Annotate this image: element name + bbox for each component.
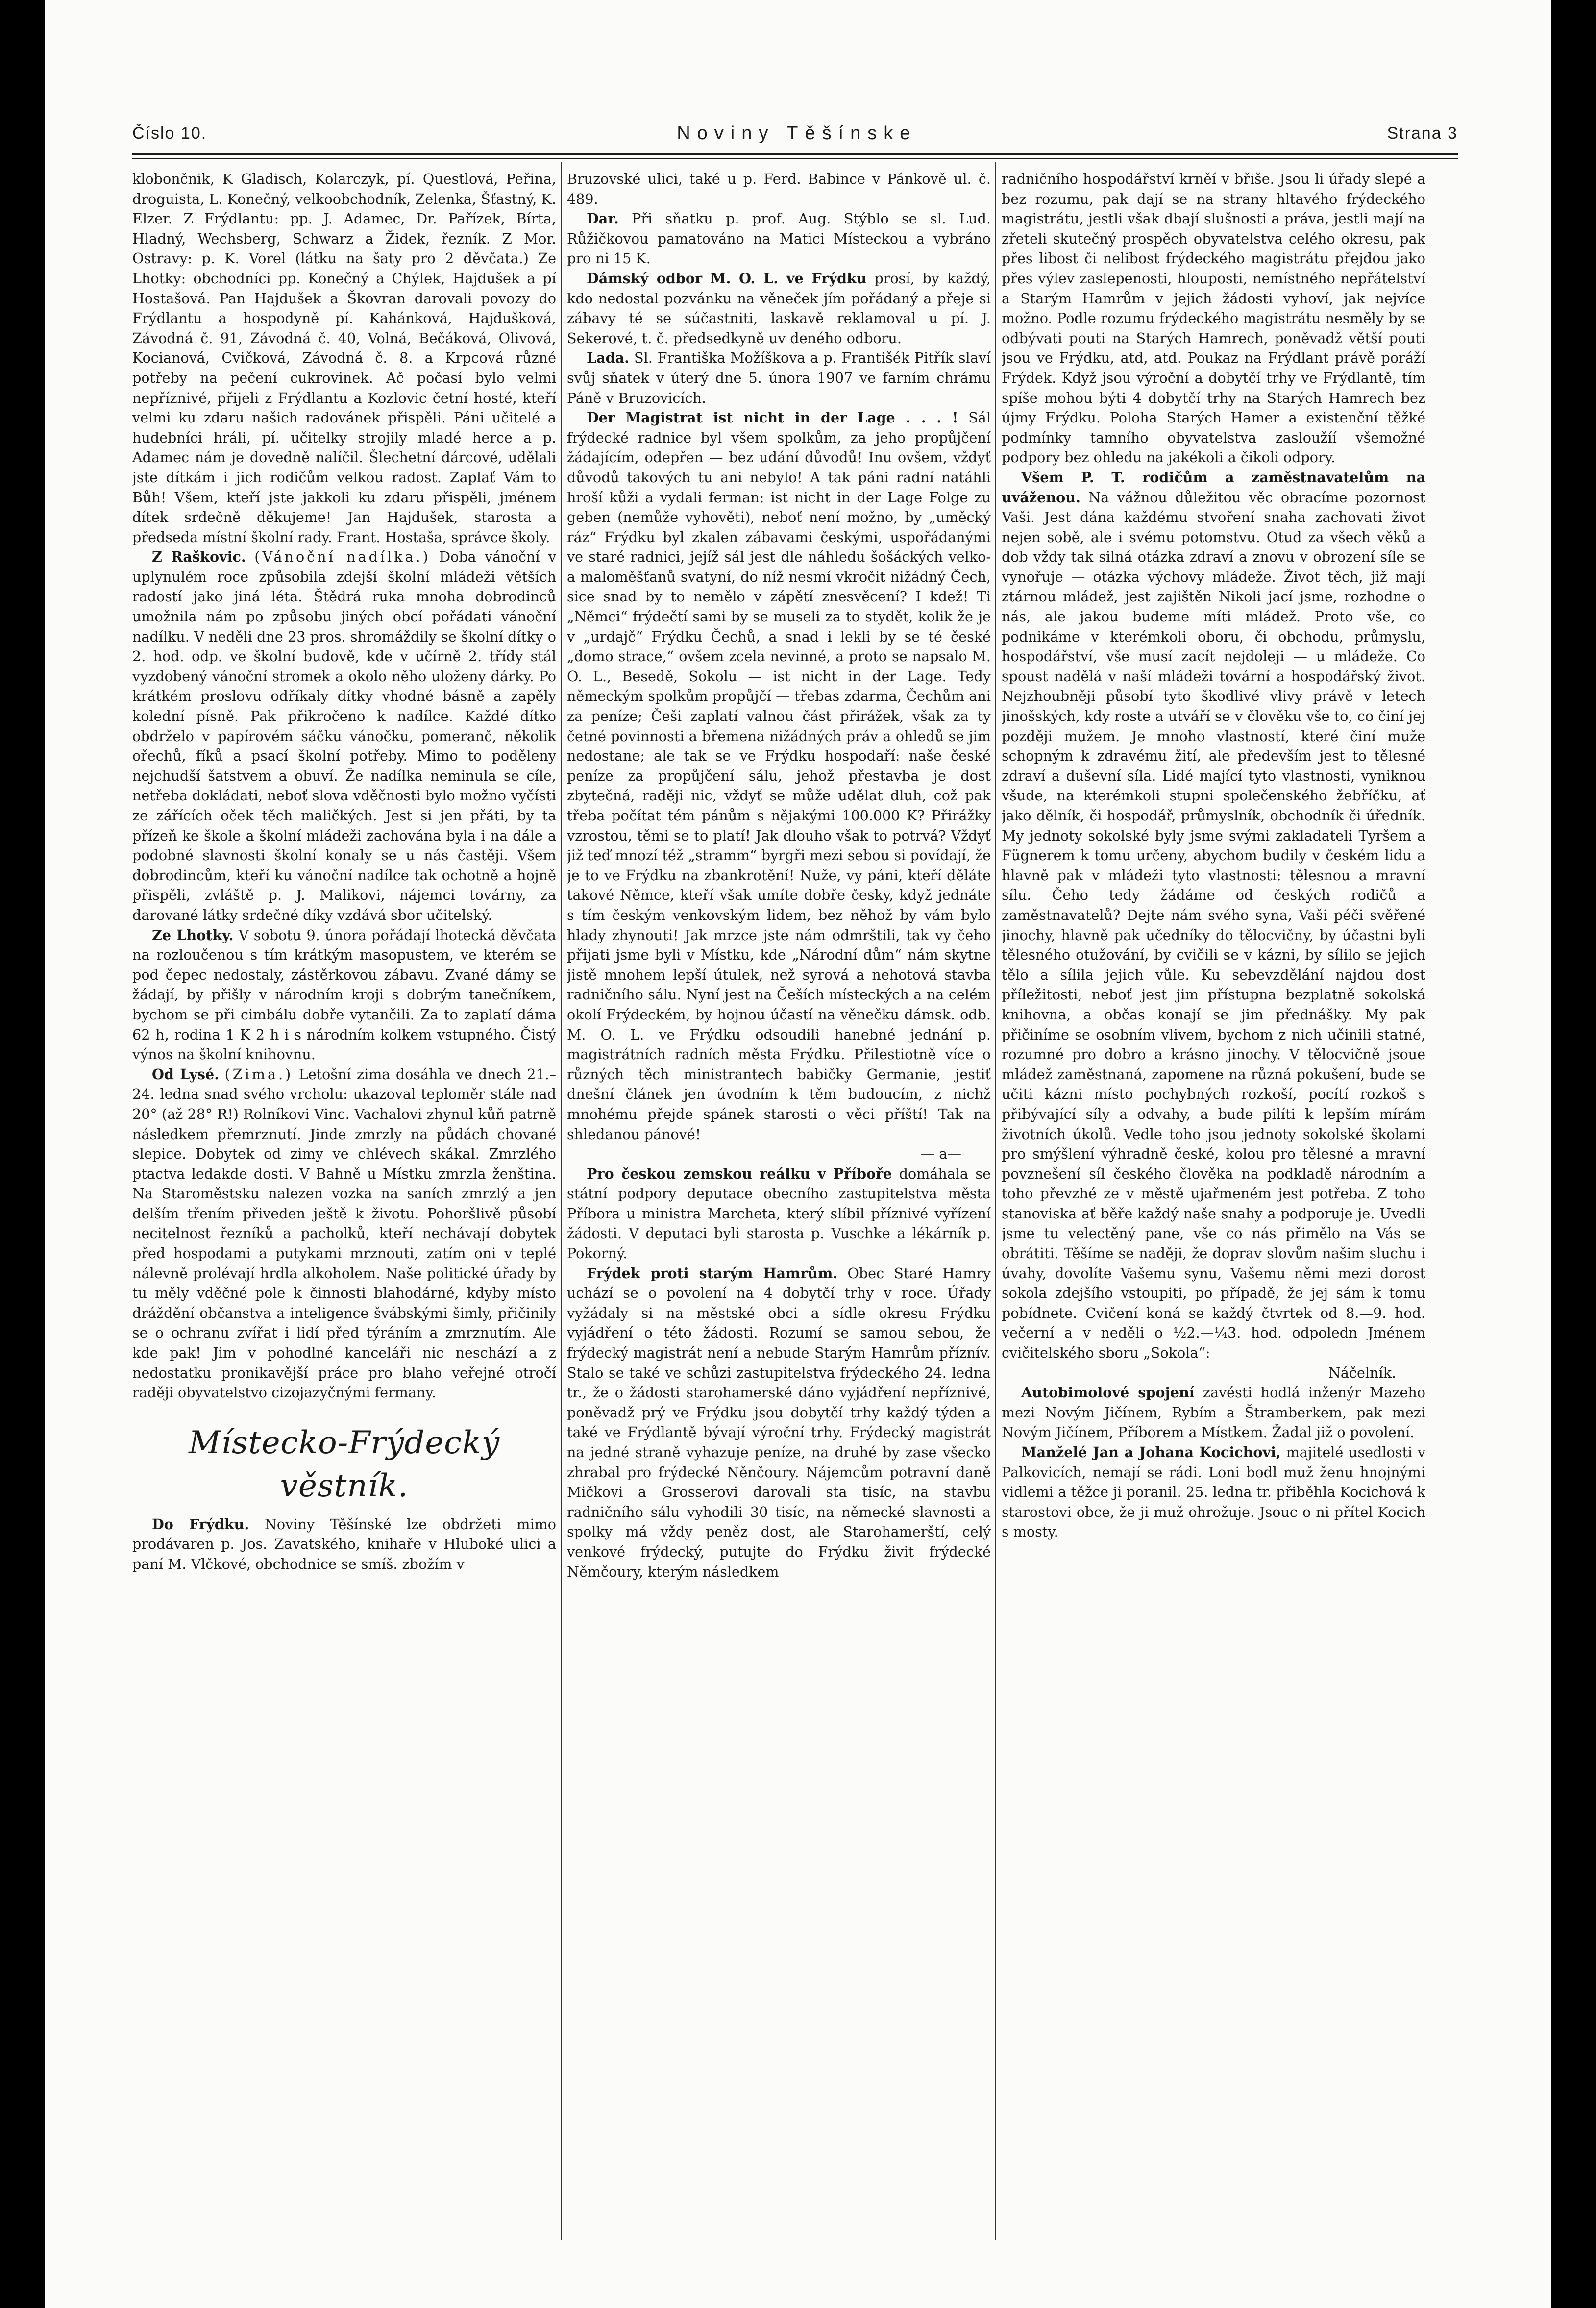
article-body: domáhala se státní podpory deputace obecního zastupitelstva města Příbora u ministra Marcheta, který slíbil příznivé vyřízení žádosti. V deputaci byli starosta p. Vuschke a lékárník p. Pokorný. [567, 1165, 991, 1262]
article-heading: Z Raškovic. [152, 548, 246, 566]
article-hamry [567, 1264, 991, 1582]
column-1 [132, 169, 556, 2233]
article-damsky-odbor [567, 269, 991, 348]
article-body: Noviny Těšínské lze obdržeti mimo prodávaren p. Jos. Zavatského, knihaře v Hluboké ulici a paní M. Vlčkové, obchodnice se smíš. zbožím v [132, 1515, 556, 1572]
article-body: Doba vánoční v uplynulém roce způsobila zdejší školní mládeži větších radostí jako jiná léta. Štědrá ruka mnoha dobrodinců umožnila nám po způsobu jiných obcí pořádati vánoční nadílku. V neděli dne 23 pros. shromáždily se školní dítky o 2. hod. odp. ve školní budově, kde v učírně 2. třídy stál vyzdobený vánoční stromek a okolo něho uloženy dárky. Po krátkém proslovu odříkaly dítky vhodné básně a zapěly kolední písně. Pak přikročeno k nadílce. Každé dítko obdrželo v papírovém sáčku vánočku, pomeranč, několik ořechů, fíků a psací školní potřeby. Mimo to poděleny nejchudší šatstvem a obuví. Že nadílka neminula se cíle, netřeba dokládati, neboť slova vděčnosti bylo možno vyčísti ze zářících oček těch maličkých. Jest si jen přáti, by ta přízeň ke škole a školní mládeži zachována byla i na dále a podobné slavnosti školní konaly se u nás častěji. Všem dobrodincům, kteří ku vánoční nadílce tak ochotně a hojně přispěli, zvláště p. J. Malikovi, nájemci továrny, za darované látky srdečné díky vzdává sbor učitelský. [132, 548, 556, 923]
article-subheading: (Zima.) [224, 1066, 294, 1083]
page-header [132, 114, 1458, 153]
article-heading: Autobimolové spojení [1021, 1384, 1195, 1401]
article-autobus [1002, 1383, 1425, 1442]
article-pribor [567, 1164, 991, 1264]
article-raskovice [132, 547, 556, 925]
article-subheading: (Vánoční nadílka.) [254, 548, 431, 566]
article-lhotka [132, 925, 556, 1065]
article-magistrat [567, 408, 991, 1144]
article-body: Na vážnou důležitou věc obracíme pozornost Vaši. Jest dána každému stvoření snaha zachovati život nejen sobě, ale i svému potomstvu. Otud za všech věků a dob vždy tak silná otázka zdraví a znovu v obrození síle se vynořuje — otázka výchovy mládeže. Život těch, již mají ztárnou mládež, jest zajištěn Nikoli jací jsme, rozhodne o nás, ale jakou budeme míti mládež. Proto vše, co podnikáme v kterémkoli oboru, či obchodu, průmyslu, hospodářství, vše musí zacít nejdoleji — u mládeže. Co spoust nadělá v naší mládeži tovární a hospodářský život. Nejzhoubněji působí tyto škodlivé vlivy právě v letech jinošských, kdy roste a utváří se v člověku vše to, co činí jej později mužem. Je mnoho vlastností, které činí muže schopným k zdravému žití, ale především jest to tělesné zdraví a duševní síla. Lidé mající tyto vlastnosti, vyniknou všude, na kterémkoli stupni společenského žebříčku, ať jako dělník, či hospodář, průmyslník, obchodník či úředník. My jednoty sokolské byly jsme svými zakladateli Tyršem a Fügnerem k tomu určeny, abychom budily v českém lidu a hlavně pak v mládeži tyto vlastnosti: tělesnou a mravní sílu. Čeho tedy žádáme od českých rodičů a zaměstnavatelů? Dejte nám svého syna, Vaši péči svěřené jinochy, hlavně pak učedníky do tělocvičny, by účastni byli tělesného otužování, by cvičili se v kázni, by sílilo se jejich tělo a sílila jejich vůle. Ku sebevzdělání najdou dost příležitosti, neboť jest jim přístupna bezplatně sokolská knihovna, a občas konají se jim přednášky. My pak přičiníme se osobním vlivem, bychom z nich učinili statné, rozumné pro dobro a krásno jinochy. V tělocvičně jsoue mládež zaměstnaná, zapomene na různá pokušení, bude se učiti kázni místo pochybných rozkoší, pocítí rozkoš s přibývající síly a odvahy, a bude pilíti k lepším mírám životních úkolů. Vedle toho jsou jednoty sokolské školami pro smýšlení výhradně české, kolou pro tělesné a mravní povznešení síl českého člověka na podkladě národním a toho převzhé ze v městě ujařmeném jest potřeba. Z toho stanoviska ať běře každý naše snahy a podporuje je. Uvedli jsme tu velectěný pane, vše co nás přimělo na Vás se obrátiti. Těšíme se naději, že doprav slovům našim sluchu i úvahy, dovolíte Vašemu synu, Vašemu němi mezi dorost sokola zdejšího vstoupiti, po případě, že jej sám k tomu pobídnete. Cvičení koná se každý čtvrtek od 8.—9. hod. večerní a v neděli o ½2.—¼3. hod. odpoledn Jménem cvičitelského sboru „Sokola“: [1002, 489, 1425, 1362]
article-body: majitelé usedlosti v Palkovicích, nemají se rádi. Loni bodl muž ženu hnojnými vidlemi a těžce ji poranil. 25. ledna tr. přiběhla Kocichová k starostovi obce, že ji muž ohrožuje. Jsouc o ni přítel Kocich s mosty. [1002, 1444, 1425, 1540]
article-heading: Lada. [587, 349, 630, 367]
column-divider [561, 162, 562, 2240]
article-kocichovi [1002, 1442, 1425, 1542]
article-body: V sobotu 9. února pořádají lhotecká děvčata na rozloučenou s tím krátkým masopustem, ve kterém se pod čepec nedostaly, zástěrkovou zábavu. Zvané dámy se žádají, by přišly v národním kroji s dobrým tanečníkem, bychom se při cimbálu dobře vytančili. Za to zaplatí dáma 62 h, rodina 1 K 2 h i s národním kolkem vstupného. Čistý výnos na školní knihovnu. [132, 926, 556, 1063]
article-heading: Všem P. T. rodičům a zaměstnavatelům na uváženou. [1002, 469, 1425, 506]
newspaper-page [45, 0, 1551, 2308]
issue-number: Číslo 10. [132, 124, 207, 143]
newspaper-title: Noviny Těšínske [677, 123, 917, 144]
article-signature: Náčelník. [1328, 1364, 1396, 1381]
article-continued: radničního hospodářství krněí v břiše. Jsou li úřady slepé a bez rozumu, pak dají se na strany hltavého frýdeckého magistrátu, jestli však dbají slušnosti a práva, jestli mají na zřeteli skutečný prospěch obyvatelstva celého okresu, pak přes libost či nelibost frýdeckého magistrátu přejdou jako přes výlev zaslepenosti, hlouposti, nemístného nepřátelství a Starým Hamrům v jejich žádosti vyhoví, jak nejvíce možno. Podle rozumu frýdeckého magistrátu nesměly by se odbývati pouti na Starých Hamrech, poněvadž větší pouti jsou ve Frýdku, atd, atd. Poukaz na Frýdlant právě poráží Frýdek. Když jsou výroční a dobytčí trhy ve Frýdlantě, tím spíše mohou býti 4 dobytčí trhy na Starých Hamrech bez újmy Frýdku. Poloha Starých Hamer a existenční těžké podmínky tamního obyvatelstva zasloužíí všemožné podpory bez ohledu na jakékoli a čikoli odpory. [1002, 171, 1425, 466]
article-body: zavésti hodlá inženýr Mazeho mezi Novým Jičínem, Rybím a Štramberkem, pak mezi Novým Jičínem, Příborem a Místkem. Žadal již o povolení. [1002, 1384, 1425, 1441]
article-signature: — a— [920, 1145, 961, 1163]
article-body: Při sňatku p. prof. Aug. Stýblo se sl. Lud. Růžičkovou pamatováno na Matici Místeckou a vybráno pro ni 15 K. [567, 210, 991, 267]
article-heading: Do Frýdku. [152, 1515, 249, 1533]
article-rodicum [1002, 468, 1425, 1363]
section-title: Místecko-Frýdecký věstník. [189, 1424, 500, 1504]
article-heading: Pro českou zemskou reálku v Příboře [587, 1165, 892, 1182]
column-3 [1002, 169, 1425, 2233]
article-heading: Ze Lhotky. [152, 926, 234, 943]
column-divider [995, 162, 996, 2240]
article-body: Obec Staré Hamry uchází se o povolení na 4 dobytčí trhy v roce. Úřady vyžádaly si na městské obci a sídle okresu Frýdku vyjádření o této žádosti. Rozumí se samou sebou, že frýdecký magistrát není a nebude Starým Hamrům příznív. Stalo se také ve schůzi zastupitelstva frýdeckého 24. ledna tr., že o žádosti starohamerské dáno vyjádření nepříznivé, poněvadž prý ve Frýdku jsou dobytčí trhy každý týden a také ve Frýdlantě bývají výroční trhy. Frýdecký magistrát na jedné straně vyhazuje peníze, na druhé by zase všecko zhrabal pro frýdecké Něnčoury. Nájemcům potravní daně Mičkovi a Grosserovi darovali sta tisíc, na stavbu radničního sálu vyhodili 30 tisíc, na německé slavnosti a spolky má vždy peněz dost, ale Starohamerští, celý venkové frýdecký, putujte do Frýdku živit frýdecké Němčoury, kterým následkem [567, 1265, 991, 1580]
column-2 [567, 169, 991, 2233]
article-frydek [132, 1514, 556, 1574]
article-body: prosí, by každý, kdo nedostal pozvánku na věneček jím pořádaný a přeje si zábavy té se súčastniti, laskavě reklamoval u pí. J. Sekerové, t. č. předsedkyně uv deného odboru. [567, 270, 991, 347]
article-dar [567, 209, 991, 269]
header-rule [132, 153, 1458, 159]
article-body: Letošní zima dosáhla ve dnech 21.–24. ledna snad svého vrcholu: ukazoval teploměr stále nad 20° (až 28° R!) Rolníkovi Vinc. Vachalovi zhynul kůň patrně následkem přemrznutí. Jinde zmrzly na půdách chované slepice. Dobytek od zimy ve chlévech skákal. Zmrzlého ptactva ledakde dosti. V Bahně u Místku zmrzla ženština. Na Staroměstsku nalezen vozka na saních zmrzlý a jen delším třením přiveden ještě k životu. Pohoršlivě působí necitelnost řezníků a pacholků, kteří nechávají dobytek před hospodami a putykami mrznouti, zatím oni v teplé nálevně prolévají hrdla alkoholem. Naše politické úřady by tu měly vděčné pole k činnosti blahodárné, kdyby místo dráždění občanstva a inteligence švábskými šimly, přičinily se o ochranu zvířat i lidí před týráním a zmrznutím. Ale kde pak! Jim v pohodlné kanceláři nic neschází a z nedostatku pronikavější práce pro blaho veřejné otročí raději obyvatelstvo cizojazyčnými fermany. [132, 1066, 556, 1401]
article-lada [567, 348, 991, 408]
article-lysa [132, 1065, 556, 1403]
article-continued: klobončnik, K Gladisch, Kolarczyk, pí. Questlová, Peřina, droguista, L. Konečný, velkoobchodník, Zelenka, Šťastný, K. Elzer. Z Frýdlantu: pp. J. Adamec, Dr. Pařízek, Bírta, Hladný, Wechsberg, Schwarz a Židek, řezník. Z Mor. Ostravy: p. K. Vorel (látku na šaty pro 2 děvčata.) Ze Lhotky: obchodníci pp. Konečný a Chýlek, Hajdušek a pí Hostašová. Pan Hajdušek a Škovran darovali povozy do Frýdlantu a hospodyně pí. Kahánková, Hajdušková, Závodná č. 91, Závodná č. 40, Volná, Bečáková, Olivová, Kocianová, Cvičková, Závodná č. 8. a Krpcová různé potřeby na pečení cukrovinek. Ač počasí bylo velmi nepříznivé, přijeli z Frýdlantu a Kozlovic četní hosté, kteří velmi ku zdaru našich radovánek přispěli. Páni učitelé a hudebníci hráli, pí. učitelky strojily mladé herce a p. Adamec nám je dovedně nalíčil. Šlechetní dárcové, udělali jste dítkám i jich rodičům velkou radost. Zaplať Vám to Bůh! Všem, kteří jste jakkoli ku zdaru přispěli, jménem dítek srdečně děkujeme! Jan Hajdušek, starosta a předseda místní školní rady. Frant. Hostaša, správce školy. [132, 171, 556, 546]
article-body: Sál frýdecké radnice byl všem spolkům, za jeho propůjčení žádajícím, odepřen — bez udání důvodů! Inu ovšem, vždyť důvodů takových tu ani nebylo! A tak páni radní natáhli hroší kůži a vydali ferman: ist nicht in der Lage Folge zu geben (nemůže vyhověti), neboť není možno, by „uměcký ráz“ Frýdku byl zkalen zábavami českými, uspořádanými ve staré radnici, jejíž sál jest dle náhledu šošáckých velko- a maloměšťanů svatyní, do níž nesmí vkročit nižádný Čech, sice snad by to nemělo v zápětí znesvěcení? I kdež! Ti „Němci“ frýdečtí sami by se museli za to stydět, kolik že je v „urdajč“ Frýdku Čechů, a snad i lekli by se té české „domo strace,“ ovšem zcela nevinné, a proto se napsalo M. O. L., Besedě, Sokolu — ist nicht in der Lage. Tedy německým spolkům propůjčí — třebas zdarma, Čechům ani za peníze; Češi zaplatí valnou část přirážek, však za ty četné povinnosti a břemena nižádných práv a ohledů se jim nedostane; ale tak se ve Frýdku hospodaří: naše české peníze za propůjčení sálu, jehož přestavba je dost zbytečná, raději nic, vždyť se může udělat dluh, což pak třeba počítat tém pánům s nějakými 100.000 K? Přirážky vzrostou, těmi se to platí! Jak dlouho však to potrvá? Vždyť již teď mnozí též „stramm“ byrgři mezi sebou si povídají, že je to ve Frýdku na zbankrotění! Nuže, vy páni, kteří děláte takové Němce, kteří však umíte dobře česky, když jednáte s tím českým venkovským lidem, bez něhož by vám bylo hlady zhynouti! Jak mrzce jste nám odmrštili, tak vy čeho přijati jsme byli v Místku, kde „Národní dům“ nám skytne jistě mnohem lepší útulek, než syrová a nehotová stavba radničního sálu. Nyní jest na Češích místeckých a na celém okolí Frýdeckém, by hojnou účastí na věnečku dámsk. odb. M. O. L. ve Frýdku odsoudili hanebné jednání p. magistrátních radních města Frýdku. Přilestiotně více o různých těch ministrantech babičky Germanie, jestiť dnešní článek jen úvodním k těm budoucím, z nichž mnohému přejde spánek starosti o věci příští! Tak na shledanou pánové! [567, 409, 991, 1142]
article-heading: Frýdek proti starým Hamrům. [587, 1265, 838, 1282]
page-number: Strana 3 [1387, 124, 1458, 143]
article-continued: Bruzovské ulici, také u p. Ferd. Babince v Pánkově ul. č. 489. [567, 171, 991, 207]
article-heading: Der Magistrat ist nicht in der Lage . . . ! [587, 409, 958, 426]
article-heading: Manželé Jan a Johana Kocichovi, [1021, 1444, 1281, 1461]
article-body: Sl. Františka Možíškova a p. Františék Pitřík slaví svůj sňatek v úterý dne 5. února 1907 ve farním chrámu Páně v Bruzovicích. [567, 349, 991, 406]
article-heading: Dar. [587, 210, 619, 227]
article-heading: Dámský odbor M. O. L. ve Frýdku [587, 270, 867, 287]
article-heading: Od Lysé. [152, 1066, 220, 1083]
